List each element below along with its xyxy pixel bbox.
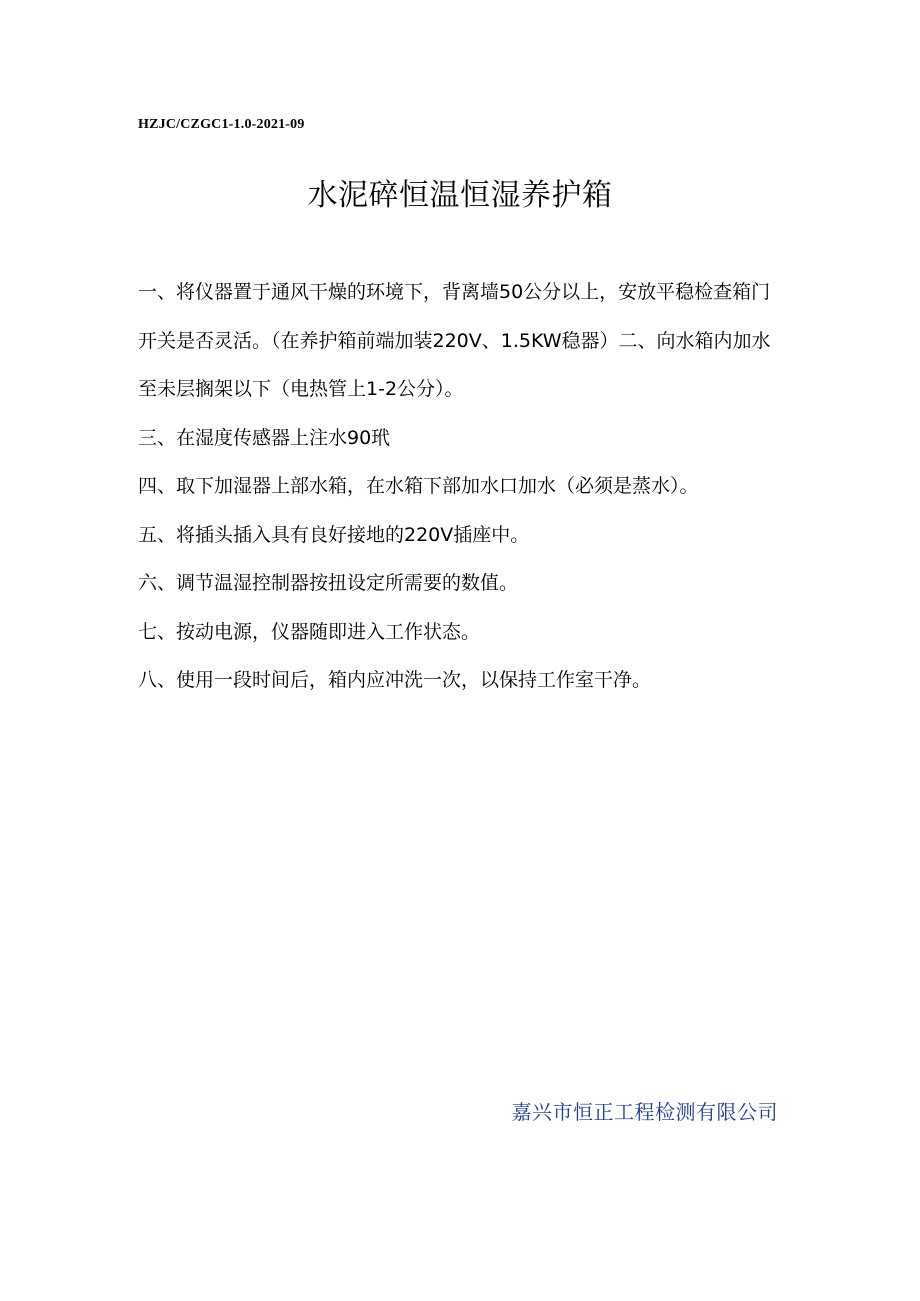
instruction-paragraph-1: 一、将仪器置于通风干燥的环境下，背离墙50公分以上，安放平稳检查箱门开关是否灵活。（在养护箱前端加装220V、1.5KW稳器）二、向水箱内加水至未层搁架以下（电热管上1-2公分）。 — [138, 281, 771, 400]
instruction-paragraph-4: 四、取下加湿器上部水箱，在水箱下部加水口加水（必须是蒸水）。 — [138, 475, 699, 497]
company-name: 嘉兴市恒正工程检测有限公司 — [511, 1100, 778, 1124]
instruction-paragraph-3: 三、在湿度传感器上注水90玳 — [138, 426, 391, 449]
page-title: 水泥碎恒温恒湿养护箱 — [307, 178, 613, 213]
instruction-paragraph-6: 六、调节温湿控制器按扭设定所需要的数值。 — [138, 572, 519, 594]
instruction-list — [138, 268, 778, 705]
instruction-paragraph-8: 八、使用一段时间后，箱内应冲洗一次，以保持工作室干净。 — [138, 669, 652, 691]
instruction-paragraph-7: 七、按动电源，仪器随即进入工作状态。 — [138, 620, 481, 643]
instruction-paragraph-5: 五、将插头插入具有良好接地的220V插座中。 — [138, 523, 530, 546]
document-code: HZJC/CZGC1-1.0-2021-09 — [138, 117, 305, 132]
